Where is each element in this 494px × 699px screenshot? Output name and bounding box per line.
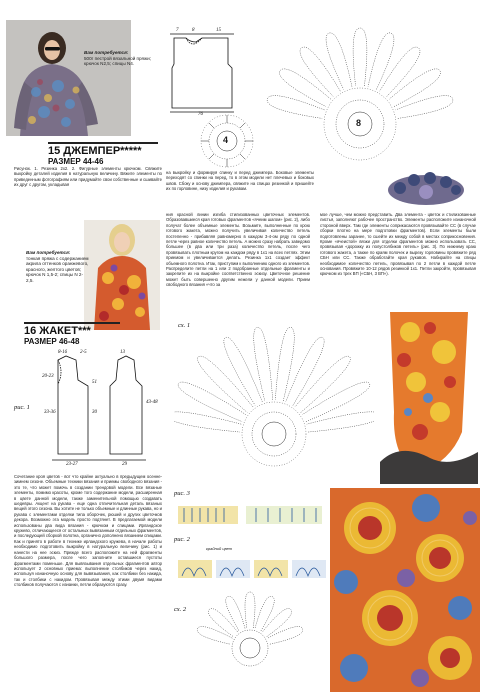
ris2-stitch-diagram bbox=[176, 552, 328, 584]
crochet-petal bbox=[275, 327, 294, 401]
lace-sleeve-photo bbox=[380, 312, 478, 484]
col3-text: мое лучше, чем можно представить. Два элемента - цветок и стилизованные листья, заполняют рабочее пространство. Элементы расположите изнаночной стороной вверх. Там где элементы соприкасаются провязывайте СС (в случае сборки плотно на мере подготовки фрагментов). Если элементы были подготовлены заранее, то сшейте их между собой в местах соприкосновения. Кроме «ячеистой» вязки для отделки фрагментов можно использовать СС, провязывая «дорожку из полустолбиков петель» (рис. 3). По нижнему краю готового жакета, а также по краям полочек и вырезу горловины провяжите ряд СБН или СС. Также обработайте края рукавов. Набирайте на спицы необходимое количество петель, провязывая по 2 петли в каждой петле основания. Провяжите 10-12 рядов резинкой 1х1. Петли закройте, провязывая крючком из трех ВП («СБН, 3 ВП»). bbox=[320, 212, 476, 277]
crochet-petal bbox=[268, 627, 303, 645]
dim-d8: 43-48 bbox=[146, 400, 158, 405]
label-sx1: сх. 1 bbox=[178, 322, 191, 329]
model16-req-text: тонкая пряжа с содержанием акрила оттенков оранжевого, красного, желтого цветов; крючок N 1,5-2; спицы N 2-2,5. bbox=[26, 255, 89, 283]
crochet-petal bbox=[326, 33, 352, 90]
dim-d10: 29 bbox=[122, 462, 127, 467]
motif-number-8: 8 bbox=[356, 118, 362, 128]
crochet-petal-group bbox=[174, 327, 374, 432]
crochet-petal bbox=[267, 96, 324, 119]
dim-top-mid: 8 bbox=[192, 28, 195, 33]
crochet-petal bbox=[224, 337, 262, 405]
motif-number-4: 4 bbox=[223, 135, 229, 145]
crochet-petal bbox=[280, 69, 331, 107]
model16-size: РАЗМЕР 46-48 bbox=[24, 336, 80, 346]
scheme1-flower-chart bbox=[174, 320, 374, 486]
divider bbox=[24, 322, 120, 324]
crochet-petal bbox=[380, 47, 420, 96]
dim-top-right: 15 bbox=[216, 28, 221, 33]
crochet-petal bbox=[353, 28, 367, 86]
dim-d3: 20-23 bbox=[42, 374, 54, 379]
label-ris3: рис. 3 bbox=[174, 490, 190, 497]
label-ris2: рис. 2 bbox=[174, 536, 190, 543]
model16-title: 16 ЖАКЕТ*** bbox=[24, 324, 91, 337]
bottom-text: Сочетание кроя цветов - вот что крайне актуально в предыдущем осенне-зимнем сезоне. Объемные техники вязания и приемы свободного вязания - это те, что может помочь в создании трендовой модели. Все вязаные элементы, помимо красоты, кроме того содержание модели, расширенная в цвете данной модели, также заменительной помощью создавать шедевры. Акцент на рукава - еще одна отличительная деталь вязаных вещей этого сезона. Вы хотите не только объемные и длинные рукава, но и рукава с элементами отделки типа оборочек, рюшей и других цветочков декора. Возможно эта модель просто подтянет. В предлагаемой модели использованы два вида вязания - крючком и спицами. Ирландское кружево, отличающееся от остальных вывязанным отдельных фрагментов, и последующей сборкой полотна, органично дополнено вязанием спицами. Как и принято в работе в технике ирландского кружева, в начале работы необходимо подготовить выкройку в натуральную величину (рис. 1) и нанести на нее эскиз. Прежде всего расположите на ней фрагменты большого размера, после чего заполните оставшиеся пустоты фрагментами поменьше. Для вывязывания отдельных фрагментов автор использует 2 основных приема: выполнение столбиков через накид, используя изнаночную основу для вывязывания, как столбики без накида, так и столбики с накидом. Провязывая между этими двумя видами столбиков получаются с изнанки, петли образуются сразу. bbox=[14, 474, 162, 588]
crochet-petal bbox=[255, 596, 274, 631]
jacket-pattern bbox=[22, 350, 162, 470]
crochet-petal-group bbox=[197, 592, 303, 644]
crochet-flower-chart-icon bbox=[262, 20, 458, 180]
col2-text: на выкройку и формируя спинку и перед джемпера. Боковые элементы переходят со спинки на перед, то в этом модели нет плечевых и боковых швов. Сбоку и основу джемпера, свяжите на спицах резинкой и пришейте их по горловине, низу изделия и рукавам. bbox=[166, 170, 314, 192]
crochet-petal bbox=[302, 382, 370, 422]
model16-title-block bbox=[24, 322, 120, 346]
dim-d6: 30 bbox=[92, 410, 97, 415]
dim-d4: 51 bbox=[92, 380, 97, 385]
crochet-petal bbox=[300, 47, 340, 96]
dim-d9: 13 bbox=[120, 350, 125, 355]
crochet-petal bbox=[245, 592, 255, 628]
col2b-text: ния красной линии изгиба стилизованных цветочных элементов. Образовавшиеся края готовых фрагментов «ячеим шагом» (рис. 2), либо получат более объемные элементы. Возьмите, выполненные по крою готового жакета, можно получить увеличивая количество петель постепенно - прибавляя равномерно в каждом 3-4-ом ряду по одной петле через равное количество петель. А можно сразу набрать заведомо большее (в два или три раза) количество петель, после чего провязывать плотным кругом на каждом ряду в 1х1 на всех петлях. Этим приемом и увеличивается делать. Резинка 1х1 создает эффект объемного полотна. Итак, приступим к выполнению одного из элементов. Распределите петли на 1 или 2 подобранные отдельные фрагменты и закрепите их на выкройке соответственно эскизу. Цветочное решение может быть совершенно другим нежели у данной модели. Прием свободного вязания «что за bbox=[166, 212, 310, 288]
sweater-pattern bbox=[166, 28, 240, 118]
dim-d2: 2-5 bbox=[80, 350, 87, 355]
crochet-petal bbox=[174, 412, 241, 432]
ris3-stitch-diagram bbox=[176, 500, 326, 530]
crochet-petal bbox=[208, 609, 237, 637]
crochet-petal-group bbox=[267, 28, 453, 118]
sweater-model-photo bbox=[6, 20, 131, 136]
dim-d1: 8-16 bbox=[58, 350, 68, 355]
model15-requirements bbox=[84, 50, 154, 67]
model15-req-heading: Вам потребуется: bbox=[84, 50, 129, 55]
label-krainiy: крайний цвет bbox=[206, 546, 233, 551]
model15-description: Рисунок. 1. Резинка 2х2. 2. Фигурные элементы крючком. Свяжите выкройку деталей изделия в натуральную величину. Вяжите элементы по приведенным фотографиям или придумайте свои собственные и сшивайте их друг с другом, укладывая bbox=[14, 166, 162, 188]
crochet-petal bbox=[295, 356, 350, 412]
crochet-petal bbox=[307, 412, 374, 432]
crochet-petal bbox=[226, 596, 245, 631]
dim-width: 76 bbox=[198, 112, 203, 117]
crochet-petal bbox=[254, 327, 273, 401]
crochet-petal bbox=[178, 382, 246, 422]
model16-requirements bbox=[26, 250, 90, 284]
model15-req-text: 500г пестрой вязальной пряжи; крючок N2,5; спицы N4. bbox=[84, 55, 151, 67]
lace-detail-photo bbox=[330, 488, 480, 692]
crochet-petal bbox=[368, 33, 394, 90]
jacket-model-photo bbox=[84, 220, 160, 330]
scheme2-flower-chart bbox=[190, 590, 310, 694]
finished-motif-photo bbox=[386, 166, 468, 206]
dim-d7: 23-27 bbox=[66, 462, 78, 467]
crochet-petal bbox=[262, 609, 291, 637]
crochet-petal bbox=[396, 96, 453, 119]
dim-d5: 33-36 bbox=[44, 410, 56, 415]
model15-size: РАЗМЕР 44-46 bbox=[48, 156, 104, 166]
dim-top-left: 7 bbox=[176, 28, 179, 33]
model16-req-heading: Вам потребуется: bbox=[26, 250, 71, 255]
label-ris1: рис. 1 bbox=[14, 404, 30, 411]
crochet-petal bbox=[389, 69, 440, 107]
model15-title-block bbox=[48, 142, 160, 166]
crochet-petal bbox=[198, 356, 253, 412]
crochet-petal bbox=[197, 627, 232, 645]
label-sx2: сх. 2 bbox=[174, 606, 187, 613]
model15-title: 15 ДЖЕМПЕР***** bbox=[48, 144, 142, 157]
divider bbox=[48, 142, 158, 144]
crochet-motif-icon bbox=[192, 110, 262, 172]
